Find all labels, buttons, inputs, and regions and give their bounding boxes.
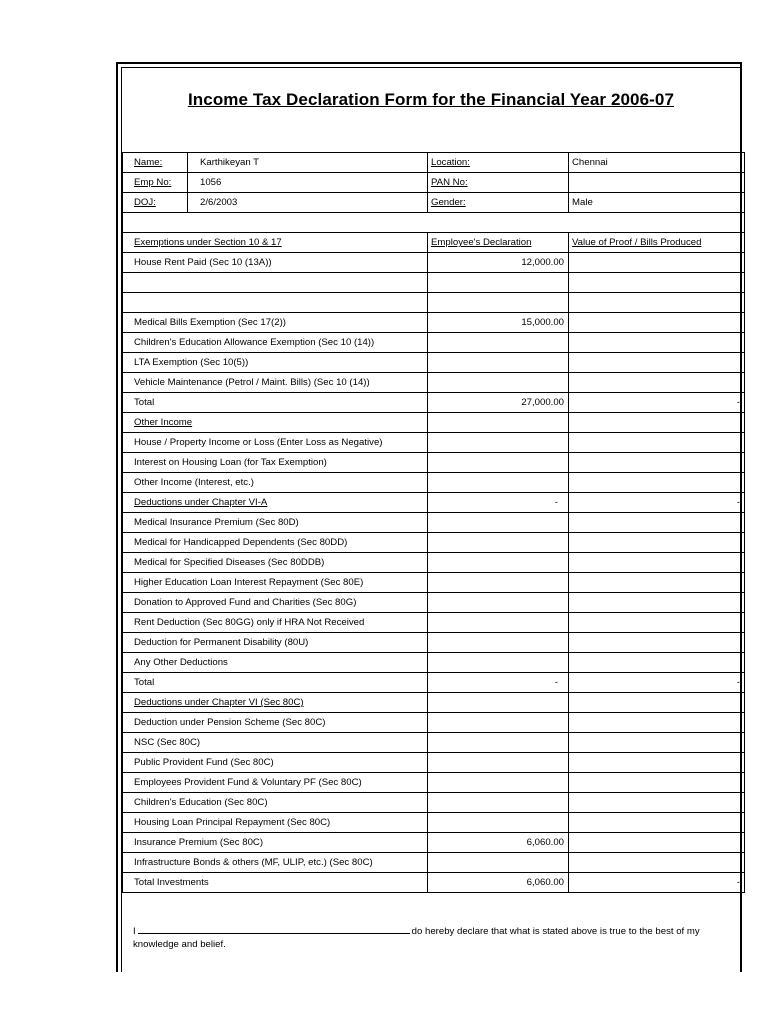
employee-declaration-value[interactable]: [428, 453, 569, 473]
row-label: Deductions under Chapter VI (Sec 80C): [123, 693, 428, 713]
employee-declaration-value[interactable]: [428, 353, 569, 373]
employee-declaration-value[interactable]: [428, 633, 569, 653]
table-row: [123, 413, 745, 433]
table-row: [123, 453, 745, 473]
table-row: [123, 653, 745, 673]
table-row: [123, 853, 745, 873]
name-value: Karthikeyan T: [188, 153, 428, 173]
table-row: [123, 473, 745, 493]
proof-value[interactable]: [569, 353, 745, 373]
doj-value: 2/6/2003: [188, 193, 428, 213]
table-row: [123, 333, 745, 353]
table-row: [123, 513, 745, 533]
proof-value[interactable]: [569, 573, 745, 593]
employee-declaration-value[interactable]: [428, 553, 569, 573]
proof-value[interactable]: -: [569, 393, 745, 413]
employee-declaration-value[interactable]: [428, 333, 569, 353]
location-label: Location:: [428, 153, 569, 173]
form-title: Income Tax Declaration Form for the Financial Year 2006-07: [187, 90, 675, 109]
table-row: [123, 393, 745, 413]
row-label: NSC (Sec 80C): [123, 733, 428, 753]
row-label: Other Income: [123, 413, 428, 433]
emp-no-value: 1056: [188, 173, 428, 193]
employee-declaration-value[interactable]: [428, 813, 569, 833]
table-row: [123, 313, 745, 333]
employee-declaration-value[interactable]: [428, 753, 569, 773]
employee-declaration-value[interactable]: [428, 613, 569, 633]
row-label: [123, 293, 428, 313]
table-row: [123, 493, 745, 513]
proof-value[interactable]: [569, 513, 745, 533]
table-row: [123, 753, 745, 773]
row-label: Insurance Premium (Sec 80C): [123, 833, 428, 853]
spacer-cell: [123, 213, 745, 233]
table-row: [123, 153, 745, 173]
name-label: Name:: [123, 153, 188, 173]
proof-value[interactable]: [569, 853, 745, 873]
pan-label: PAN No:: [428, 173, 569, 193]
table-row: [123, 273, 745, 293]
employee-declaration-value[interactable]: 15,000.00: [428, 313, 569, 333]
proof-value[interactable]: [569, 253, 745, 273]
proof-value[interactable]: [569, 693, 745, 713]
proof-header: Value of Proof / Bills Produced: [569, 233, 745, 253]
table-row: [123, 673, 745, 693]
declaration-text: do hereby declare that what is stated above is true to the best of my knowledge and belief.: [133, 926, 700, 950]
header-row: [123, 233, 745, 253]
row-label: Housing Loan Principal Repayment (Sec 80C): [123, 813, 428, 833]
employee-declaration-value[interactable]: 6,060.00: [428, 873, 569, 893]
proof-value[interactable]: [569, 473, 745, 493]
row-label: Total: [123, 673, 428, 693]
proof-value[interactable]: [569, 433, 745, 453]
row-label: Infrastructure Bonds & others (MF, ULIP, etc.) (Sec 80C): [123, 853, 428, 873]
proof-value[interactable]: [569, 613, 745, 633]
row-label: Other Income (Interest, etc.): [123, 473, 428, 493]
proof-value[interactable]: [569, 813, 745, 833]
row-label: Deduction under Pension Scheme (Sec 80C): [123, 713, 428, 733]
employee-declaration-value[interactable]: -: [428, 673, 569, 693]
proof-value[interactable]: [569, 793, 745, 813]
proof-value[interactable]: [569, 553, 745, 573]
employee-declaration-value[interactable]: [428, 793, 569, 813]
row-label: Higher Education Loan Interest Repayment (Sec 80E): [123, 573, 428, 593]
table-row: [123, 613, 745, 633]
table-row: [123, 293, 745, 313]
declaration-prefix: I: [133, 926, 136, 937]
row-label: Children's Education Allowance Exemption (Sec 10 (14)): [123, 333, 428, 353]
employee-declaration-value[interactable]: -: [428, 493, 569, 513]
row-label: Rent Deduction (Sec 80GG) only if HRA Not Received: [123, 613, 428, 633]
row-label: Vehicle Maintenance (Petrol / Maint. Bills) (Sec 10 (14)): [123, 373, 428, 393]
table-row: [123, 353, 745, 373]
table-row: [123, 373, 745, 393]
proof-value[interactable]: [569, 333, 745, 353]
employee-declaration-value[interactable]: [428, 573, 569, 593]
employee-declaration-value[interactable]: [428, 473, 569, 493]
proof-value[interactable]: [569, 653, 745, 673]
row-label: [123, 273, 428, 293]
employee-declaration-value[interactable]: [428, 773, 569, 793]
signature-name-line[interactable]: [138, 924, 410, 934]
row-label: House / Property Income or Loss (Enter Loss as Negative): [123, 433, 428, 453]
proof-value[interactable]: [569, 753, 745, 773]
gender-value: Male: [569, 193, 745, 213]
proof-value[interactable]: [569, 833, 745, 853]
row-label: Employees Provident Fund & Voluntary PF (Sec 80C): [123, 773, 428, 793]
row-label: Medical for Specified Diseases (Sec 80DDB): [123, 553, 428, 573]
table-row: [123, 633, 745, 653]
table-row: [123, 813, 745, 833]
section-header: Exemptions under Section 10 & 17: [123, 233, 428, 253]
proof-value[interactable]: [569, 413, 745, 433]
declaration-table: [122, 152, 745, 893]
form-sheet: [116, 62, 742, 972]
row-label: LTA Exemption (Sec 10(5)): [123, 353, 428, 373]
proof-value[interactable]: -: [569, 873, 745, 893]
location-value: Chennai: [569, 153, 745, 173]
row-label: Deductions under Chapter VI-A: [123, 493, 428, 513]
proof-value[interactable]: [569, 633, 745, 653]
proof-value[interactable]: [569, 733, 745, 753]
row-label: Medical Insurance Premium (Sec 80D): [123, 513, 428, 533]
proof-value[interactable]: [569, 773, 745, 793]
proof-value[interactable]: [569, 713, 745, 733]
table-row: [123, 553, 745, 573]
proof-value[interactable]: [569, 373, 745, 393]
employee-declaration-value[interactable]: [428, 713, 569, 733]
gender-label: Gender:: [428, 193, 569, 213]
proof-value[interactable]: -: [569, 673, 745, 693]
proof-value[interactable]: [569, 453, 745, 473]
declaration-statement: [133, 924, 733, 951]
row-label: Interest on Housing Loan (for Tax Exemption): [123, 453, 428, 473]
proof-value[interactable]: [569, 313, 745, 333]
row-label: Medical Bills Exemption (Sec 17(2)): [123, 313, 428, 333]
emp-no-label: Emp No:: [123, 173, 188, 193]
employee-declaration-value[interactable]: [428, 653, 569, 673]
row-label: House Rent Paid (Sec 10 (13A)): [123, 253, 428, 273]
table-row: [123, 533, 745, 553]
table-row: [123, 593, 745, 613]
table-row: [123, 173, 745, 193]
employee-declaration-value[interactable]: [428, 533, 569, 553]
table-row: [123, 573, 745, 593]
row-label: Any Other Deductions: [123, 653, 428, 673]
employee-declaration-value[interactable]: 27,000.00: [428, 393, 569, 413]
row-label: Total Investments: [123, 873, 428, 893]
table-row: [123, 693, 745, 713]
table-row: [123, 833, 745, 853]
row-label: Deduction for Permanent Disability (80U): [123, 633, 428, 653]
table-row: [123, 793, 745, 813]
proof-value[interactable]: [569, 593, 745, 613]
proof-value[interactable]: -: [569, 493, 745, 513]
employee-declaration-value[interactable]: [428, 733, 569, 753]
employee-declaration-value[interactable]: [428, 593, 569, 613]
employee-declaration-value[interactable]: [428, 513, 569, 533]
proof-value[interactable]: [569, 533, 745, 553]
row-label: Medical for Handicapped Dependents (Sec 80DD): [123, 533, 428, 553]
row-label: Children's Education (Sec 80C): [123, 793, 428, 813]
employee-declaration-value[interactable]: [428, 693, 569, 713]
row-label: Public Provident Fund (Sec 80C): [123, 753, 428, 773]
pan-value[interactable]: [569, 173, 745, 193]
table-row: [123, 193, 745, 213]
employee-declaration-value[interactable]: [428, 373, 569, 393]
form-inner-border: [121, 67, 740, 972]
table-row: [123, 433, 745, 453]
table-row: [123, 773, 745, 793]
declaration-header: Employee's Declaration: [428, 233, 569, 253]
proof-value[interactable]: [569, 293, 745, 313]
table-row: [123, 873, 745, 893]
proof-value[interactable]: [569, 273, 745, 293]
employee-declaration-value[interactable]: [428, 273, 569, 293]
doj-label: DOJ:: [123, 193, 188, 213]
row-label: Total: [123, 393, 428, 413]
table-row: [123, 713, 745, 733]
employee-declaration-value[interactable]: [428, 433, 569, 453]
spacer-row: [123, 213, 745, 233]
employee-declaration-value[interactable]: 12,000.00: [428, 253, 569, 273]
table-row: [123, 733, 745, 753]
employee-declaration-value[interactable]: [428, 853, 569, 873]
employee-declaration-value[interactable]: [428, 413, 569, 433]
row-label: Donation to Approved Fund and Charities (Sec 80G): [123, 593, 428, 613]
employee-declaration-value[interactable]: [428, 293, 569, 313]
table-row: [123, 253, 745, 273]
employee-declaration-value[interactable]: 6,060.00: [428, 833, 569, 853]
